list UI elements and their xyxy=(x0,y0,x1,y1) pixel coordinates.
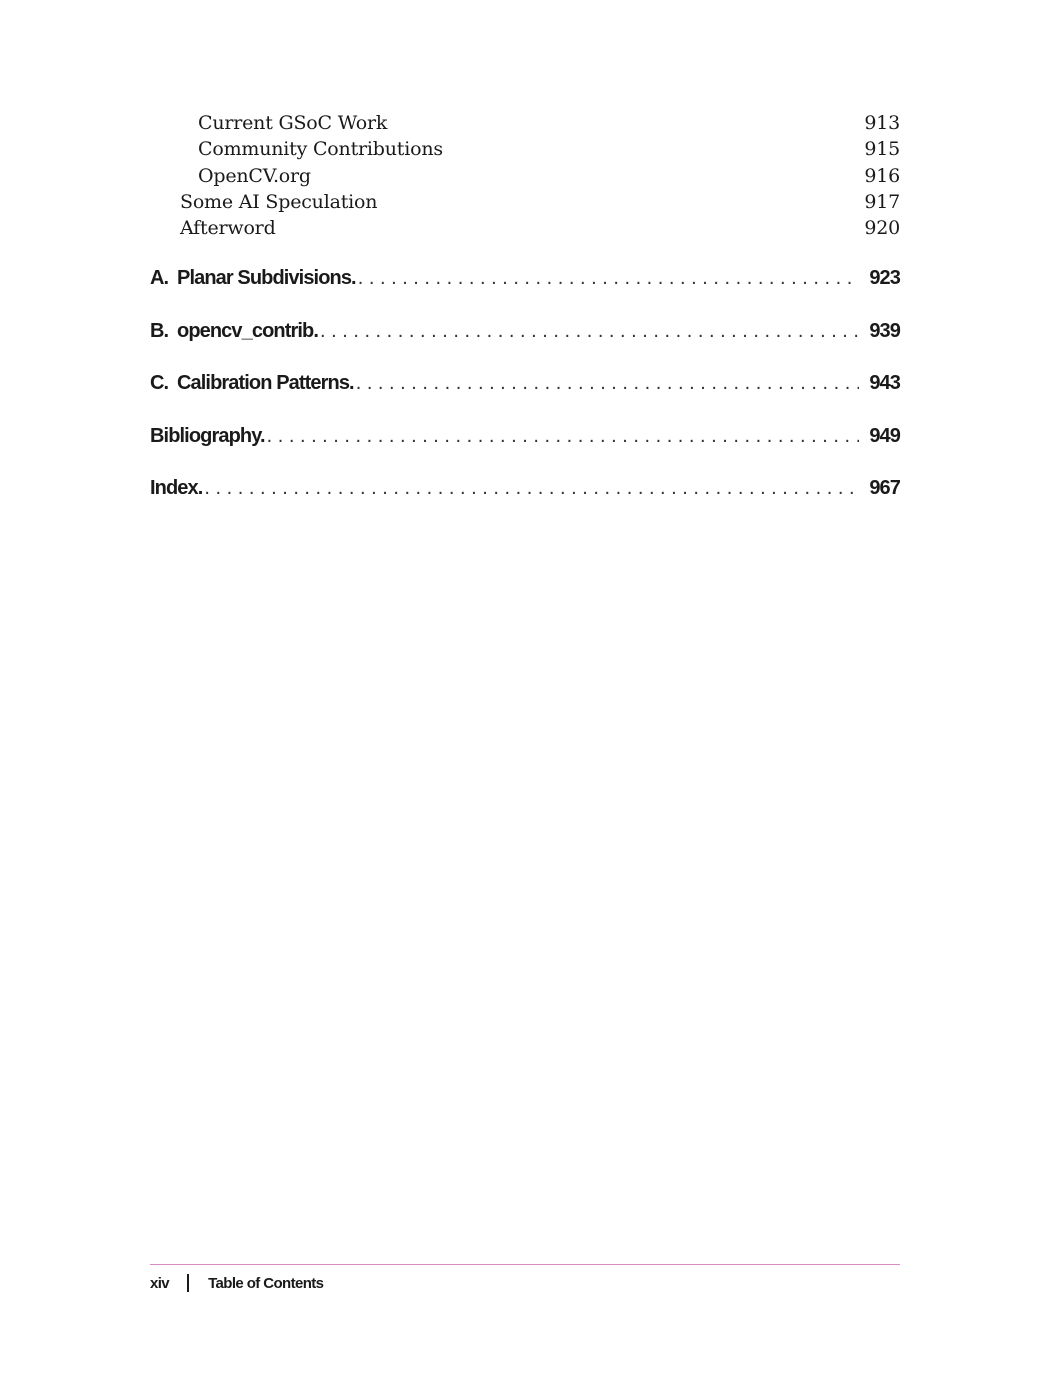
toc-major-entries xyxy=(150,263,900,526)
footer-rule xyxy=(150,1264,900,1265)
dot-leader xyxy=(358,263,860,293)
dot-leader xyxy=(356,368,860,398)
toc-entry-label: B. xyxy=(150,319,169,342)
toc-entry-page: 949 xyxy=(869,424,900,447)
toc-entry[interactable] xyxy=(150,215,900,241)
toc-entry[interactable] xyxy=(150,163,900,189)
toc-entry-page: 923 xyxy=(869,267,900,289)
dot-leader xyxy=(320,316,859,346)
toc-major-entry[interactable] xyxy=(150,368,900,421)
dot-leader xyxy=(204,473,859,503)
toc-entry-label: C. xyxy=(150,372,169,394)
toc-entry[interactable] xyxy=(150,136,900,162)
toc-major-entry[interactable] xyxy=(150,316,900,369)
toc-entry-page: 913 xyxy=(864,112,900,135)
toc-entry-title: OpenCV.org xyxy=(198,164,311,187)
page-number: xiv xyxy=(150,1274,170,1292)
toc-entry-title: Index. xyxy=(150,477,203,499)
toc-entry-title: Some AI Speculation xyxy=(180,191,378,214)
toc-entry-page: 967 xyxy=(869,477,900,499)
toc-entry-title: opencv_contrib. xyxy=(177,319,318,342)
toc-entry-page: 939 xyxy=(869,319,900,342)
toc-entry-title: Community Contributions xyxy=(198,138,443,161)
toc-major-entry[interactable] xyxy=(150,263,900,316)
page-footer xyxy=(150,1271,323,1295)
toc-sub-entries xyxy=(150,110,900,241)
toc-entry-page: 917 xyxy=(864,191,900,214)
toc-major-entry[interactable] xyxy=(150,473,900,526)
toc-entry[interactable] xyxy=(150,189,900,215)
toc-entry-page: 920 xyxy=(864,217,900,240)
toc-entry[interactable] xyxy=(150,110,900,136)
running-head: Table of Contents xyxy=(208,1274,324,1292)
toc-entry-title: Calibration Patterns. xyxy=(177,372,354,394)
toc-entry-label: A. xyxy=(150,267,169,289)
toc-entry-title: Afterword xyxy=(180,217,276,240)
toc-entry-title: Planar Subdivisions. xyxy=(177,267,356,289)
toc-entry-title: Current GSoC Work xyxy=(198,112,388,135)
toc-entry-title: Bibliography. xyxy=(150,424,265,447)
dot-leader xyxy=(267,421,860,451)
toc-entry-page: 916 xyxy=(864,164,900,187)
toc-page xyxy=(150,0,900,1378)
toc-major-entry[interactable] xyxy=(150,421,900,474)
toc-entry-page: 943 xyxy=(869,372,900,394)
toc-entry-page: 915 xyxy=(864,138,900,161)
footer-separator xyxy=(187,1274,189,1292)
